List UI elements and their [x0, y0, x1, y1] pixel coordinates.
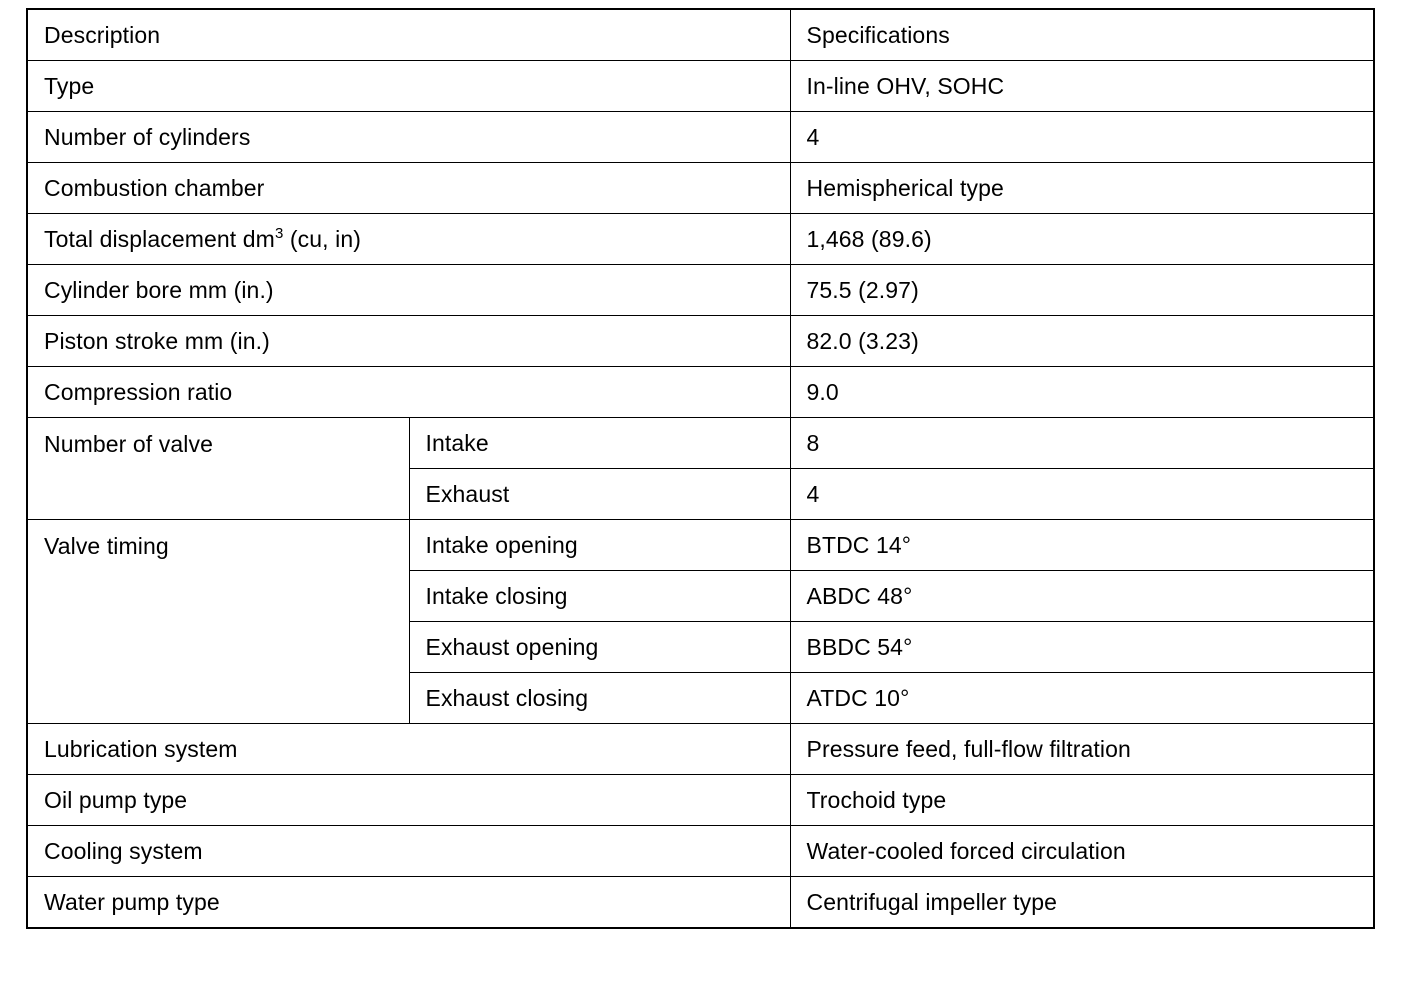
- row-value: Pressure feed, full-flow filtration: [790, 724, 1374, 775]
- header-description: Description: [27, 9, 790, 61]
- row-value: BTDC 14°: [790, 520, 1374, 571]
- table-row: [27, 214, 1374, 265]
- header-specifications: Specifications: [790, 9, 1374, 61]
- sub-label: Exhaust closing: [409, 673, 790, 724]
- table-row: [27, 367, 1374, 418]
- row-value: 1,468 (89.6): [790, 214, 1374, 265]
- table-row: [27, 163, 1374, 214]
- sub-label: Exhaust opening: [409, 622, 790, 673]
- row-value: 8: [790, 418, 1374, 469]
- row-value: Hemispherical type: [790, 163, 1374, 214]
- row-label: Compression ratio: [27, 367, 790, 418]
- row-value: 82.0 (3.23): [790, 316, 1374, 367]
- displacement-label-text: Total displacement dm: [44, 226, 275, 252]
- row-label: Combustion chamber: [27, 163, 790, 214]
- table-row: [27, 316, 1374, 367]
- valve-count-label: Number of valve: [27, 418, 409, 520]
- sub-label: Intake closing: [409, 571, 790, 622]
- row-value: Water-cooled forced circulation: [790, 826, 1374, 877]
- table-row: [27, 724, 1374, 775]
- row-value: Centrifugal impeller type: [790, 877, 1374, 929]
- row-label: Lubrication system: [27, 724, 790, 775]
- row-value: 9.0: [790, 367, 1374, 418]
- table-row: [27, 61, 1374, 112]
- row-value: BBDC 54°: [790, 622, 1374, 673]
- row-value: ABDC 48°: [790, 571, 1374, 622]
- displacement-unit-text: (cu, in): [283, 226, 361, 252]
- sub-label: Exhaust: [409, 469, 790, 520]
- sub-label: Intake opening: [409, 520, 790, 571]
- row-label: Piston stroke mm (in.): [27, 316, 790, 367]
- row-value: ATDC 10°: [790, 673, 1374, 724]
- row-label-displacement: [27, 214, 790, 265]
- row-label: Cylinder bore mm (in.): [27, 265, 790, 316]
- row-value: 4: [790, 112, 1374, 163]
- row-value: 75.5 (2.97): [790, 265, 1374, 316]
- row-value: In-line OHV, SOHC: [790, 61, 1374, 112]
- table-row: [27, 826, 1374, 877]
- row-label: Oil pump type: [27, 775, 790, 826]
- engine-spec-table: [26, 8, 1375, 929]
- row-label: Cooling system: [27, 826, 790, 877]
- row-value: Trochoid type: [790, 775, 1374, 826]
- table-row: [27, 265, 1374, 316]
- row-value: 4: [790, 469, 1374, 520]
- table-row: [27, 775, 1374, 826]
- sub-label: Intake: [409, 418, 790, 469]
- table-row: [27, 877, 1374, 929]
- superscript-three: 3: [274, 225, 284, 242]
- table-row: [27, 418, 1374, 469]
- table-row: [27, 520, 1374, 571]
- row-label: Number of cylinders: [27, 112, 790, 163]
- row-label: Type: [27, 61, 790, 112]
- valve-timing-label: Valve timing: [27, 520, 409, 724]
- row-label: Water pump type: [27, 877, 790, 929]
- table-header-row: [27, 9, 1374, 61]
- table-row: [27, 112, 1374, 163]
